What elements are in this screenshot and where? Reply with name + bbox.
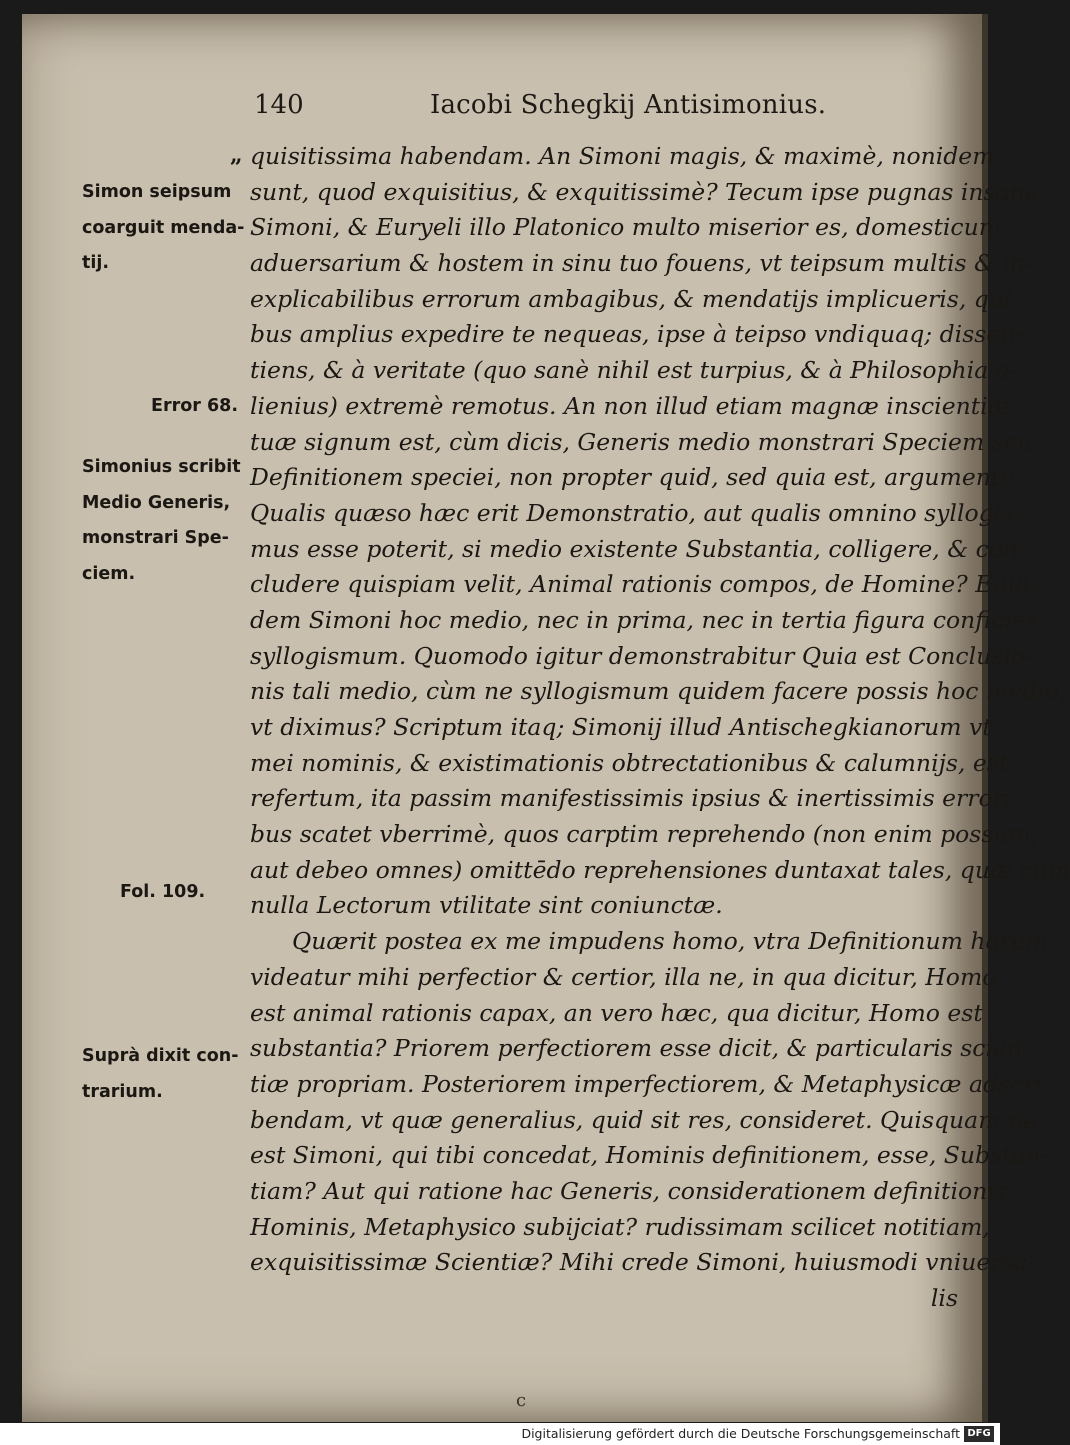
text-line: refertum, ita passim manifestissimis ipsius & inertissimis errori- — [250, 784, 1020, 813]
margin-note-line: Medio Generis, — [82, 492, 231, 513]
text-line: aduersarium & hostem in sinu tuo fouens, vt teipsum multis & in- — [250, 249, 1033, 278]
margin-note-line: Fol. 109. — [120, 882, 206, 902]
text-line: est animal rationis capax, an vero hæc, qua dicitur, Homo est — [250, 998, 983, 1027]
text-line: Qualis quæso hæc erit Demonstratio, aut qualis omnino syllogis- — [250, 498, 1022, 527]
margin-note-line: Simon seipsum — [82, 182, 232, 202]
text-line: mus esse poterit, si medio existente Substantia, colligere, & con- — [250, 534, 1026, 563]
page-number: 140 — [254, 90, 304, 120]
margin-note-line: trarium. — [82, 1081, 163, 1102]
text-line: Simoni, & Euryeli illo Platonico multo miserior es, domesticum — [250, 213, 1002, 242]
text-line: exquisitissimæ Scientiæ? Mihi crede Simoni, huiusmodi vniuersa- — [250, 1248, 1036, 1277]
margin-note-line: Simonius scribit — [82, 457, 241, 477]
quotation-mark: „ — [230, 142, 243, 168]
text-line: videatur mihi perfectior & certior, illa ne, in qua dicitur, Homo, — [250, 962, 1004, 991]
text-line: nis tali medio, cùm ne syllogismum quidem facere possis hoc medio, — [250, 677, 1067, 706]
text-line: substantia? Priorem perfectiorem esse dicit, & particularis scien- — [250, 1034, 1030, 1063]
text-line: lienius) extremè remotus. An non illud etiam magnæ inscientiæ — [250, 391, 1010, 420]
margin-note-simonius-scribit — [82, 450, 252, 593]
book-page — [22, 14, 1070, 1422]
text-line: Definitionem speciei, non propter quid, sed quia est, argumento. — [250, 463, 1022, 492]
text-line: bus amplius expedire te nequeas, ipse à teipso vndiquaq; dissen- — [250, 320, 1024, 349]
text-line: vt diximus? Scriptum itaq; Simonij illud Antischegkianorum vt — [250, 713, 992, 741]
text-line: Hominis, Metaphysico subijciat? rudissimam scilicet notitiam, — [250, 1212, 990, 1241]
margin-note-supra-dixit — [82, 1039, 252, 1110]
margin-note-fol-109 — [120, 875, 290, 911]
text-line: nulla Lectorum vtilitate sint coniunctæ. — [250, 891, 723, 920]
text-line: cludere quispiam velit, Animal rationis compos, de Homine? Equi- — [250, 570, 1039, 599]
main-text-block — [250, 139, 1070, 1317]
margin-note-line: coarguit menda- — [82, 217, 245, 238]
text-line: est Simoni, qui tibi concedat, Hominis definitionem, esse, Substan- — [250, 1141, 1049, 1170]
text-line: sunt, quod exquisitius, & exquitissimè? Tecum ipse pugnas insane — [250, 177, 1039, 206]
margin-note-simon-seipsum — [82, 175, 252, 282]
text-line: quisitissima habendam. An Simoni magis, & maximè, nonidem — [250, 142, 995, 170]
margin-note-line: monstrari Spe- — [82, 528, 229, 549]
text-line: aut debeo omnes) omittēdo reprehensiones duntaxat tales, quæ cum — [250, 855, 1070, 884]
dfg-logo: DFG — [964, 1426, 994, 1442]
text-line: bendam, vt quæ generalius, quid sit res, consideret. Quisquam ne — [250, 1105, 1037, 1134]
running-title: Iacobi Schegkij Antisimonius. — [430, 90, 827, 120]
text-line: explicabilibus errorum ambagibus, & mendatijs implicueris, qui- — [250, 284, 1020, 313]
signature-mark: c — [516, 1390, 527, 1411]
text-line: bus scatet vberrimè, quos carptim reprehendo (non enim possum, — [250, 820, 1039, 849]
text-line: Quærit postea ex me impudens homo, vtra Definitionum harum — [292, 927, 1049, 956]
text-line: tiam? Aut qui ratione hac Generis, considerationem definitionis — [250, 1176, 1007, 1205]
text-line: mei nominis, & existimationis obtrectationibus & calumnijs, est — [250, 748, 1009, 777]
text-line: lis — [930, 1284, 958, 1312]
footer-bar — [0, 1423, 1000, 1445]
text-line: tuæ signum est, cùm dicis, Generis medio monstrari Speciem seu — [250, 427, 1033, 456]
margin-note-line: Error 68. — [151, 396, 238, 416]
text-line: dem Simoni hoc medio, nec in prima, nec in tertia figura conficies — [250, 605, 1038, 634]
margin-note-line: tij. — [82, 253, 110, 274]
footer-credit: Digitalisierung gefördert durch die Deutsche Forschungsgemeinschaft — [521, 1426, 960, 1441]
text-line: tiæ propriam. Posteriorem imperfectiorem, & Metaphysicæ adscri- — [250, 1069, 1050, 1098]
margin-note-line: ciem. — [82, 564, 136, 585]
text-line: syllogismum. Quomodo igitur demonstrabitur Quia est Conclusio- — [250, 641, 1033, 670]
margin-note-error-68 — [62, 389, 238, 425]
margin-note-line: Suprà dixit con- — [82, 1046, 239, 1066]
text-line: tiens, & à veritate (quo sanè nihil est turpius, & à Philosophia a- — [250, 356, 1018, 385]
